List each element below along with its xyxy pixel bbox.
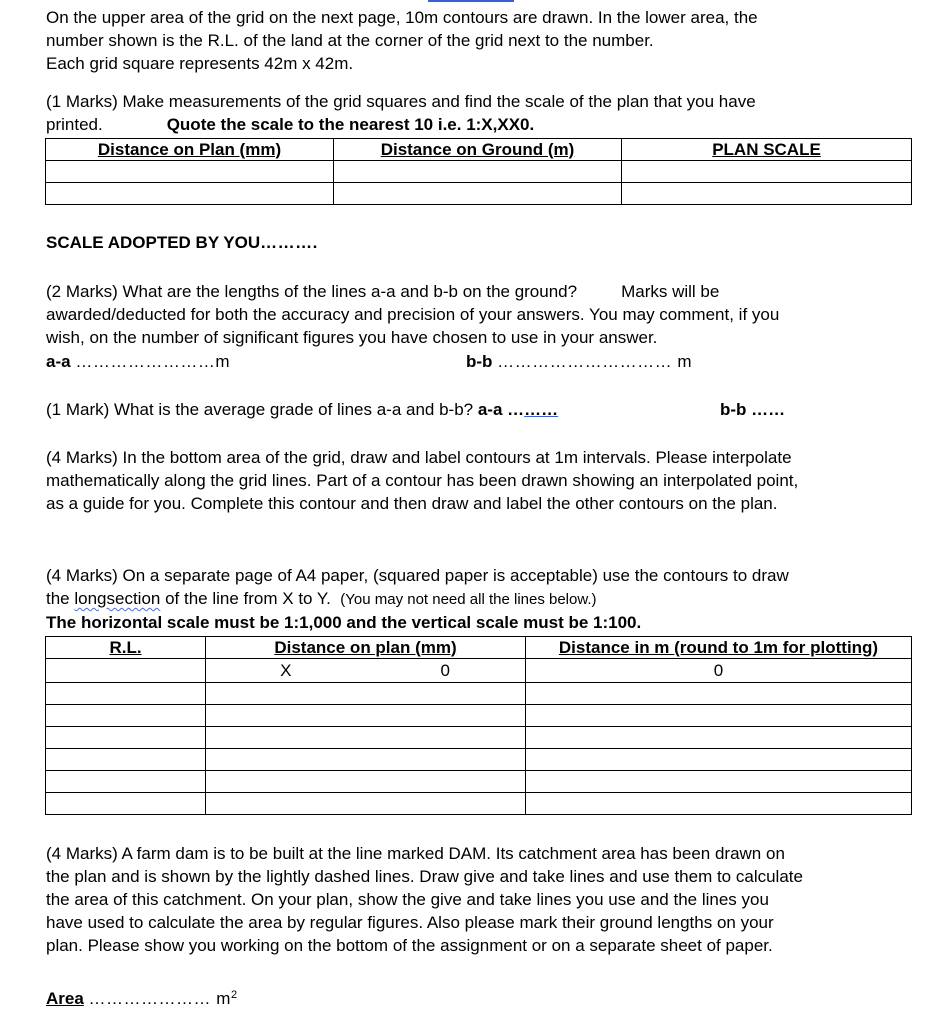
q1-line-2a: printed. xyxy=(46,115,103,134)
table-row xyxy=(46,683,912,705)
area-unit-superscript: 2 xyxy=(230,989,238,1001)
top-edge-underline xyxy=(428,0,514,2)
q4-line-1: (4 Marks) In the bottom area of the grid, draw and label contours at 1m intervals. Please interpolate xyxy=(46,448,792,467)
input-cell-plan-distance[interactable] xyxy=(46,183,334,205)
rl-cell[interactable] xyxy=(46,749,206,771)
header-distance-in-m: Distance in m (round to 1m for plotting) xyxy=(526,637,912,659)
plan-value-cell[interactable] xyxy=(206,793,526,815)
q2-paragraph xyxy=(46,280,908,349)
area-label: Area xyxy=(46,989,84,1008)
aa-answer xyxy=(46,350,306,373)
rl-cell[interactable] xyxy=(46,683,206,705)
bb-label: b-b xyxy=(466,352,493,371)
q5-paragraph xyxy=(46,564,908,634)
q2-line-1a: (2 Marks) What are the lengths of the lines a-a and b-b on the ground? xyxy=(46,282,578,301)
table-row xyxy=(46,183,912,205)
q5-line-2d: (You may not need all the lines below.) xyxy=(340,591,597,608)
plan-value-cell[interactable]: 0 xyxy=(366,659,526,683)
q5-line-2a: the xyxy=(46,589,75,608)
distance-m-cell[interactable] xyxy=(526,705,912,727)
q5-line-3: The horizontal scale must be 1:1,000 and the vertical scale must be 1:100. xyxy=(46,613,642,632)
q6-line-5: plan. Please show you working on the bottom of the assignment or on a separate sheet of paper. xyxy=(46,936,773,955)
header-rl: R.L. xyxy=(46,637,206,659)
input-cell-ground-distance[interactable] xyxy=(334,183,622,205)
input-cell-plan-distance[interactable] xyxy=(46,161,334,183)
bb-answer xyxy=(466,350,766,373)
table-row xyxy=(46,161,912,183)
scale-adopted-dots[interactable]: ………. xyxy=(260,233,318,252)
rl-cell[interactable] xyxy=(46,771,206,793)
table-row xyxy=(46,793,912,815)
q4-line-3: as a guide for you. Complete this contour and then draw and label the other contours on the plan. xyxy=(46,494,778,513)
q1-line-2b: Quote the scale to the nearest 10 i.e. 1:X,XX0. xyxy=(166,115,535,134)
q4-line-2: mathematically along the grid lines. Part of a contour has been drawn showing an interpolated point, xyxy=(46,471,799,490)
longsection-table xyxy=(45,636,912,815)
header-distance-on-plan: Distance on plan (mm) xyxy=(206,637,526,659)
distance-m-cell[interactable] xyxy=(526,749,912,771)
bb-answer-blank[interactable]: ………………………… m xyxy=(497,352,693,371)
q6-paragraph xyxy=(46,842,908,957)
plan-x-label: X xyxy=(206,659,366,683)
header-distance-on-ground: Distance on Ground (m) xyxy=(334,139,622,161)
input-cell-plan-scale[interactable] xyxy=(622,161,912,183)
table-row xyxy=(46,659,912,683)
plan-value-cell[interactable] xyxy=(206,749,526,771)
q6-line-4: have used to calculate the area by regular figures. Also please mark their ground lengths on your xyxy=(46,913,774,932)
header-distance-on-plan: Distance on Plan (mm) xyxy=(46,139,334,161)
q4-paragraph xyxy=(46,446,908,515)
header-plan-scale: PLAN SCALE xyxy=(622,139,912,161)
q5-longsection-word: longsection xyxy=(74,589,161,608)
input-cell-ground-distance[interactable] xyxy=(334,161,622,183)
intro-line-3: Each grid square represents 42m x 42m. xyxy=(46,54,354,73)
table-row xyxy=(46,705,912,727)
q2-line-2: awarded/deducted for both the accuracy and precision of your answers. You may comment, if you xyxy=(46,305,780,324)
rl-cell[interactable] xyxy=(46,705,206,727)
q3-line xyxy=(46,398,558,421)
plan-scale-header-row xyxy=(46,139,912,161)
q6-line-1: (4 Marks) A farm dam is to be built at the line marked DAM. Its catchment area has been drawn on xyxy=(46,844,785,863)
q1-line-1: (1 Marks) Make measurements of the grid squares and find the scale of the plan that you have xyxy=(46,92,756,111)
q6-line-3: the area of this catchment. On your plan, show the give and take lines you use and the lines you xyxy=(46,890,769,909)
distance-m-cell[interactable] xyxy=(526,683,912,705)
q1-paragraph xyxy=(46,90,908,136)
q5-line-1: (4 Marks) On a separate page of A4 paper, (squared paper is acceptable) use the contours to draw xyxy=(46,566,789,585)
q3-text: (1 Mark) What is the average grade of lines a-a and b-b? xyxy=(46,400,474,419)
area-answer xyxy=(46,984,237,1010)
area-answer-blank[interactable]: ………………… m xyxy=(88,989,231,1008)
table-row xyxy=(46,749,912,771)
plan-value-cell[interactable] xyxy=(206,727,526,749)
rl-cell[interactable] xyxy=(46,659,206,683)
table-row xyxy=(46,771,912,793)
rl-cell[interactable] xyxy=(46,793,206,815)
q6-line-2: the plan and is shown by the lightly dashed lines. Draw give and take lines and use them to calculate xyxy=(46,867,803,886)
longsection-header-row xyxy=(46,637,912,659)
distance-m-cell[interactable]: 0 xyxy=(526,659,912,683)
aa-label: a-a xyxy=(46,352,71,371)
q3-aa-label[interactable]: a-a … xyxy=(477,400,525,419)
input-cell-plan-scale[interactable] xyxy=(622,183,912,205)
aa-answer-blank[interactable]: ……………………m xyxy=(75,352,230,371)
intro-paragraph xyxy=(46,6,908,75)
plan-value-cell[interactable] xyxy=(206,683,526,705)
q2-line-1b: Marks will be xyxy=(621,282,720,301)
plan-value-cell[interactable] xyxy=(206,705,526,727)
distance-m-cell[interactable] xyxy=(526,771,912,793)
intro-line-2: number shown is the R.L. of the land at the corner of the grid next to the number. xyxy=(46,31,654,50)
intro-line-1: On the upper area of the grid on the next page, 10m contours are drawn. In the lower area, the xyxy=(46,8,758,27)
distance-m-cell[interactable] xyxy=(526,793,912,815)
q3-aa-blank[interactable]: …… xyxy=(524,400,559,419)
q2-line-3: wish, on the number of significant figures you have chosen to use in your answer. xyxy=(46,328,658,347)
table-row xyxy=(46,727,912,749)
q5-line-2c: of the line from X to Y. xyxy=(160,589,331,608)
rl-cell[interactable] xyxy=(46,727,206,749)
plan-value-cell[interactable] xyxy=(206,771,526,793)
distance-m-cell[interactable] xyxy=(526,727,912,749)
scale-adopted-label: SCALE ADOPTED BY YOU xyxy=(46,233,261,252)
plan-scale-table xyxy=(45,138,912,205)
scale-adopted-line xyxy=(46,231,908,254)
q3-bb-answer[interactable]: b-b …… xyxy=(720,400,786,419)
